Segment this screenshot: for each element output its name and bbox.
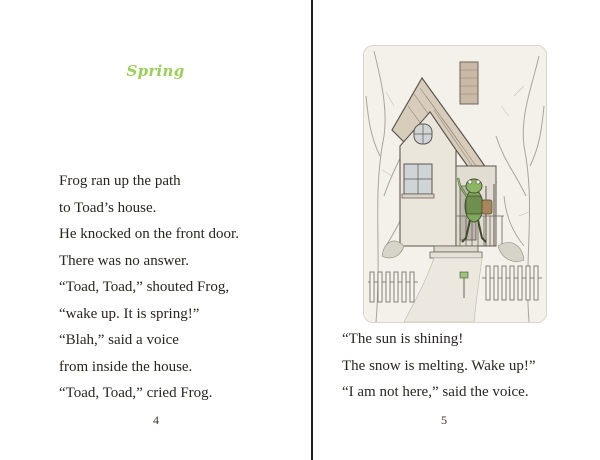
right-page bbox=[313, 0, 600, 460]
text-line: He knocked on the front door. bbox=[59, 226, 239, 242]
text-line: “Blah,” said a voice bbox=[59, 332, 179, 348]
page-number-right: 5 bbox=[441, 413, 447, 427]
chapter-title: Spring bbox=[126, 62, 185, 80]
frog-at-toads-house-illustration bbox=[363, 45, 547, 323]
text-line: “I am not here,” said the voice. bbox=[342, 384, 529, 400]
text-line: Frog ran up the path bbox=[59, 173, 181, 189]
text-line: There was no answer. bbox=[59, 252, 189, 269]
text-line: “wake up. It is spring!” bbox=[59, 305, 200, 322]
left-page-text bbox=[59, 168, 239, 407]
text-line: “Toad, Toad,” cried Frog. bbox=[59, 385, 213, 401]
text-line: to Toad’s house. bbox=[59, 199, 157, 216]
text-line: “The sun is shining! bbox=[342, 331, 464, 347]
text-line: The snow is melting. Wake up!” bbox=[342, 357, 536, 374]
text-line: “Toad, Toad,” shouted Frog, bbox=[59, 279, 230, 295]
text-line: from inside the house. bbox=[59, 358, 193, 375]
right-page-text bbox=[342, 326, 535, 406]
page-number-left: 4 bbox=[153, 413, 159, 427]
